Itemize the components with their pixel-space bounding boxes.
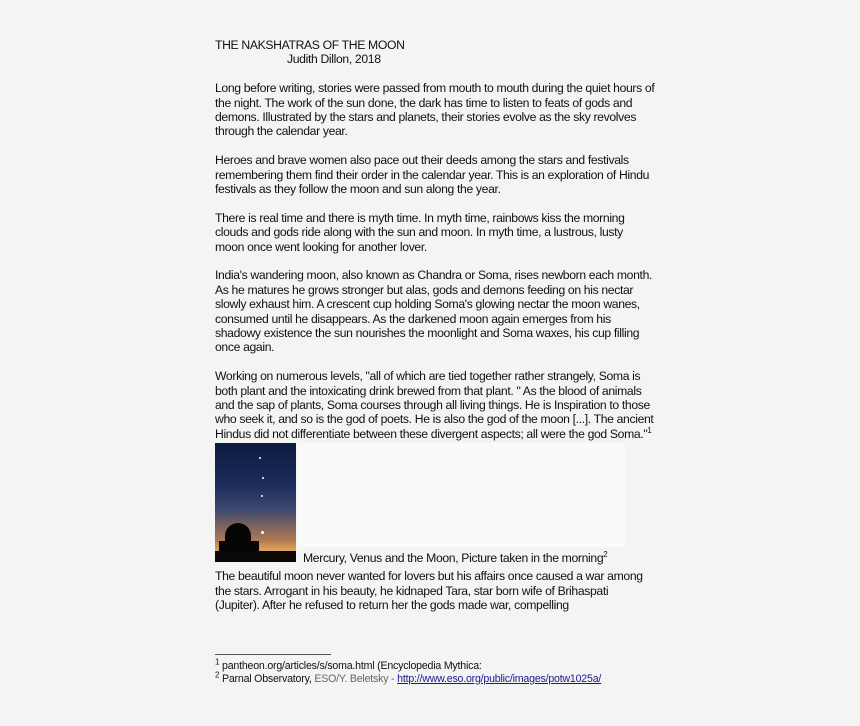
figure-caption xyxy=(303,551,607,565)
document-title: THE NAKSHATRAS OF THE MOON xyxy=(215,38,405,52)
paragraph-5-text: Working on numerous levels, "all of which are tied together rather strangely, Soma is both plant and the intoxicating drink brewed from that plant. " As the blood of animals and the sap of plants, Soma courses through all living things. He is Inspiration to those who seek it, and so is the god of poets. He is also the god of the moon [...]. The ancient Hindus did not differentiate between these divergent aspects; all were the god Soma." xyxy=(215,369,654,441)
paragraph-6: The beautiful moon never wanted for lovers but his affairs once caused a war among the stars. Arrogant in his beauty, he kidnaped Tara, star born wife of Brihaspati (Jupiter). After he refused to return her the gods made war, compelling xyxy=(215,569,643,613)
paragraph-2: Heroes and brave women also pace out their deeds among the stars and festivals remembering them find their order in the calendar year. This is an exploration of Hindu festivals as they follow the moon and sun along the year. xyxy=(215,153,650,197)
image-placeholder xyxy=(297,443,625,547)
footnote-divider xyxy=(215,654,331,655)
paragraph-3: There is real time and there is myth time. In myth time, rainbows kiss the morning clouds and gods ride along with the sun and moon. In myth time, a lustrous, lusty moon once went looking for another lover. xyxy=(215,210,625,254)
paragraph-4: India's wandering moon, also known as Chandra or Soma, rises newborn each month. As he matures he grows stronger but alas, gods and demons feeding on his nectar slowly exhaust him. A crescent cup holding Soma's glowing nectar the moon wanes, consumed until he disappears. As the darkened moon again emerges from his shadowy existence the sun nourishes the moonlight and Soma waxes, his cup filling once again. xyxy=(215,268,653,355)
document-body xyxy=(215,38,655,613)
footnote-2: $^2$ Parnal Observatory, ESO/Y. Beletsky - http://www.eso.org/public/images/potw1025a/ xyxy=(215,670,602,685)
footnotes xyxy=(215,657,655,685)
figure xyxy=(215,443,655,569)
night-sky-photo xyxy=(215,443,296,562)
footnote-2-link[interactable]: http://www.eso.org/public/images/potw1025a/ xyxy=(397,672,602,685)
document-author: Judith Dillon, 2018 xyxy=(287,52,381,67)
footnote-ref-2[interactable]: 2 xyxy=(603,550,608,560)
paragraph-1: Long before writing, stories were passed from mouth to mouth during the quiet hours of the night. The work of the sun done, the dark has time to listen to feats of gods and demons. Illustrated by the stars and planets, their stories evolve as the sky revolves through the calendar year. xyxy=(215,81,655,139)
footnote-ref-1[interactable]: 1 xyxy=(647,425,652,435)
footnote-1: $^1$ pantheon.org/articles/s/soma.html (Encyclopedia Mythica: xyxy=(215,657,482,672)
caption-text: Mercury, Venus and the Moon, Picture taken in the morning xyxy=(303,551,604,566)
paragraph-5 xyxy=(215,369,655,441)
